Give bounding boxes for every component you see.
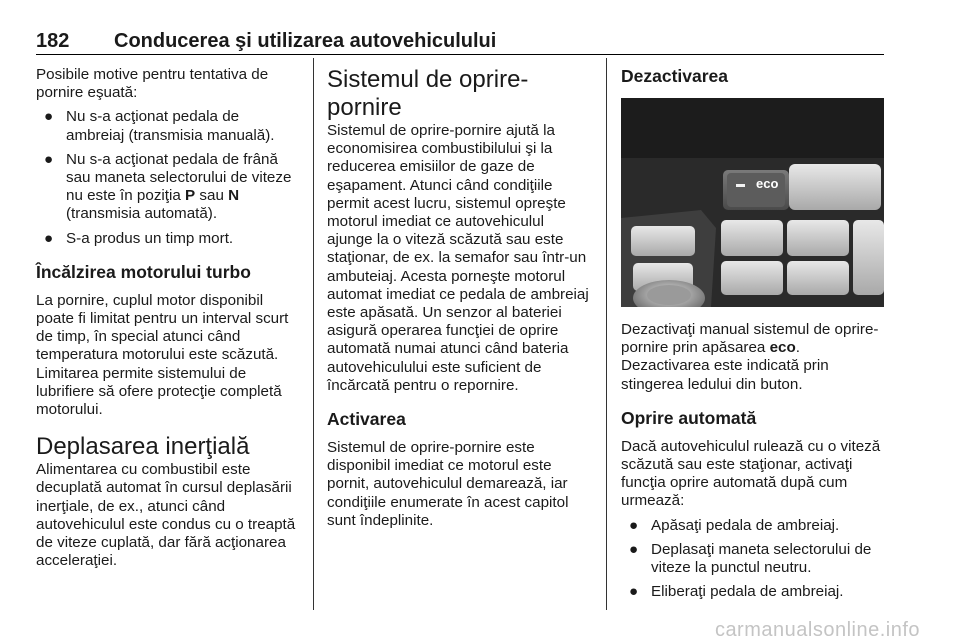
bullet-icon: ● xyxy=(44,229,54,247)
list-item: ● Nu s-a acţionat pedala de ambreiaj (transmisia manuală). xyxy=(44,108,275,144)
bullet-icon: ● xyxy=(629,540,639,558)
inertia-text: Alimentarea cu combustibil este decuplată automat în cursul deplasării inerţiale, de ex., atunci când autovehiculul este condus cu o treaptă de viteze cuplată, dar fără acţionarea acceleraţiei. xyxy=(36,461,296,570)
chapter-title: Conducerea şi utilizarea autovehiculului xyxy=(114,30,497,52)
inertia-heading: Deplasarea inerţială xyxy=(36,433,250,461)
failed-start-intro: Posibile motive pentru tentativa de pornire eşuată: xyxy=(36,66,269,102)
column-3 xyxy=(621,66,886,601)
deactivation-text: Dezactivaţi manual sistemul de oprire-pornire prin apăsarea eco. Dezactivarea este indicată prin stingerea ledului din buton. xyxy=(621,321,879,393)
failed-start-list xyxy=(36,108,300,247)
turbo-text: La pornire, cuplul motor disponibil poate fi limitat pentru un interval scurt de timp, în special atunci când temperatura motorului este scăzută. Limitarea permite sistemului de lubrifiere să ofere protecţie completă motorului. xyxy=(36,291,289,419)
eco-button-label: eco xyxy=(756,176,779,191)
list-item: ● S-a produs un timp mort. xyxy=(44,229,234,247)
stop-start-heading: Sistemul de oprire-pornire xyxy=(327,66,529,121)
auto-stop-list xyxy=(621,517,886,602)
page-header xyxy=(36,30,884,55)
bullet-icon: ● xyxy=(44,150,54,168)
column-divider-1 xyxy=(313,58,314,610)
bullet-icon: ● xyxy=(629,516,639,534)
stop-start-text: Sistemul de oprire-pornire ajută la economisirea combustibilului şi la reducerea emisiilor de gaze de eşapament. Atunci când condiţiile permit acest lucru, sistemul opreşte motorul imediat ce autovehiculul ajunge la o viteză scăzută sau este staţionar, de ex. la semafor sau într-un ambuteiaj. Acesta porneşte motorul automat imediat ce pedala de ambreiaj este apăsată. Un senzor al bateriei asigură operarea funcţiei de oprire automată numai atunci când bateria autovehiculului este suficient de încărcată pentru o repornire. xyxy=(327,122,589,394)
bullet-icon: ● xyxy=(44,108,54,126)
page-number: 182 xyxy=(36,30,70,52)
list-item: ● Eliberaţi pedala de ambreiaj. xyxy=(629,583,844,601)
watermark: carmanualsonline.info xyxy=(714,619,920,641)
activation-heading: Activarea xyxy=(327,409,406,430)
column-2 xyxy=(327,66,593,530)
turbo-heading: Încălzirea motorului turbo xyxy=(36,261,251,282)
list-item: ● Nu s-a acţionat pedala de frână sau maneta selectorului de viteze nu este în poziţia P sau N (transmisia automată). xyxy=(44,150,292,223)
activation-text: Sistemul de oprire-pornire este disponibil imediat ce motorul este pornit, autovehiculul demarează, iar condiţiile enumerate în acest capitol sunt îndeplinite. xyxy=(327,439,569,529)
auto-stop-heading: Oprire automată xyxy=(621,407,757,428)
auto-stop-text: Dacă autovehiculul rulează cu o viteză scăzută sau este staţionar, activaţi funcţia oprire automată după cum urmează: xyxy=(621,437,881,510)
column-1 xyxy=(36,66,300,570)
deactivation-heading: Dezactivarea xyxy=(621,66,729,86)
list-item: ● Apăsaţi pedala de ambreiaj. xyxy=(629,516,840,534)
eco-button-figure xyxy=(621,98,884,307)
dashboard-photo xyxy=(621,98,884,307)
column-divider-2 xyxy=(606,58,607,610)
bullet-icon: ● xyxy=(629,583,639,601)
list-item: ● Deplasaţi maneta selectorului de viteze la punctul neutru. xyxy=(629,540,872,577)
